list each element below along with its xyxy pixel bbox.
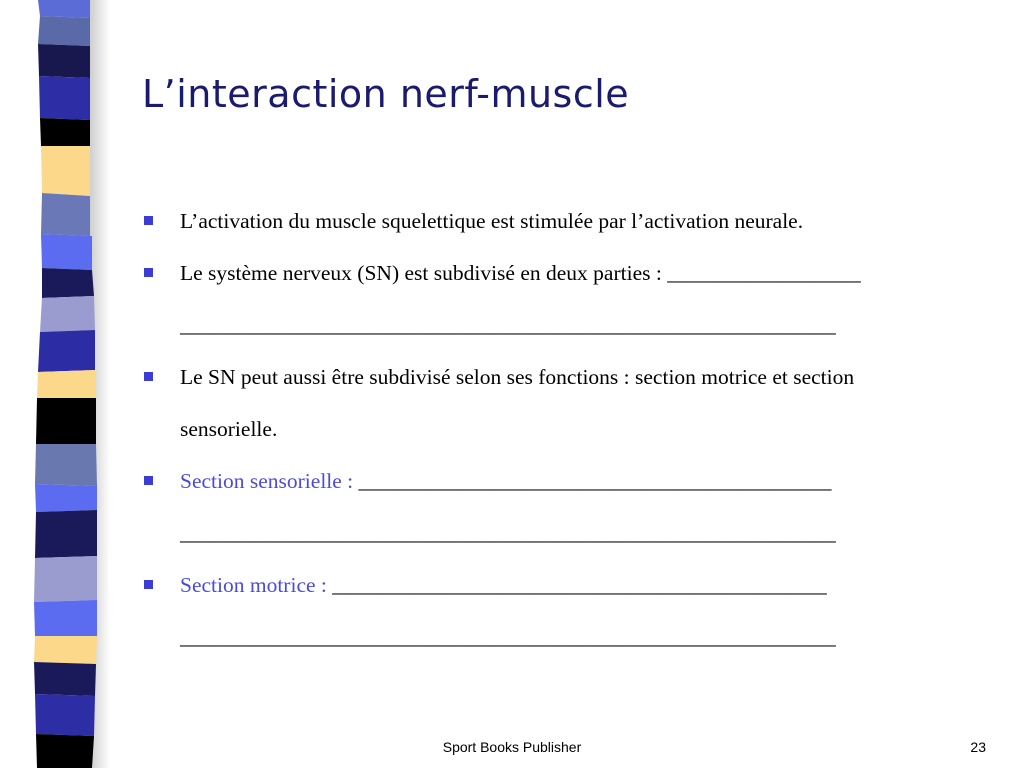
bullet-line [180, 455, 1002, 507]
footer-publisher: Sport Books Publisher [442, 739, 582, 755]
fill-in-line: _____________________________________________________________ [180, 313, 836, 337]
bullet-item-motor-section [142, 559, 1002, 663]
decorative-stripe-bar [0, 0, 110, 768]
fill-in-line: _____________________________________________________________ [180, 625, 836, 649]
fill-in-line: _____________________________________________________________ [180, 521, 836, 545]
bullet-square-icon [144, 476, 153, 485]
bullet-item-activation [142, 195, 1002, 247]
bullet-square-icon [144, 216, 153, 225]
bullet-text: Le système nerveux (SN) est subdivisé en deux parties : __________________ [180, 261, 861, 285]
motor-section-label: Section motrice : [180, 573, 327, 597]
bullet-item-sensory-section [142, 455, 1002, 559]
bullet-square-icon [144, 372, 153, 381]
fill-in-line: ______________________________________________ [326, 573, 827, 597]
bullet-text: Le SN peut aussi être subdivisé selon ses fonctions : section motrice et section [180, 365, 855, 389]
bullet-item-functions [142, 351, 1002, 455]
slide-title: L’interaction nerf-muscle [142, 72, 630, 116]
bullet-line [180, 559, 1002, 611]
bullet-square-icon [144, 268, 153, 277]
sensory-section-label: Section sensorielle : [180, 469, 354, 493]
footer-page-number: 23 [970, 739, 986, 755]
bullet-text-continued: sensorielle. [180, 417, 278, 441]
bullet-square-icon [144, 580, 153, 589]
fill-in-line: ____________________________________________ [353, 469, 832, 493]
bullet-item-nervous-system [142, 247, 1002, 351]
bullet-text: L’activation du muscle squelettique est stimulée par l’activation neurale. [180, 209, 804, 233]
bullet-list [142, 195, 1002, 663]
